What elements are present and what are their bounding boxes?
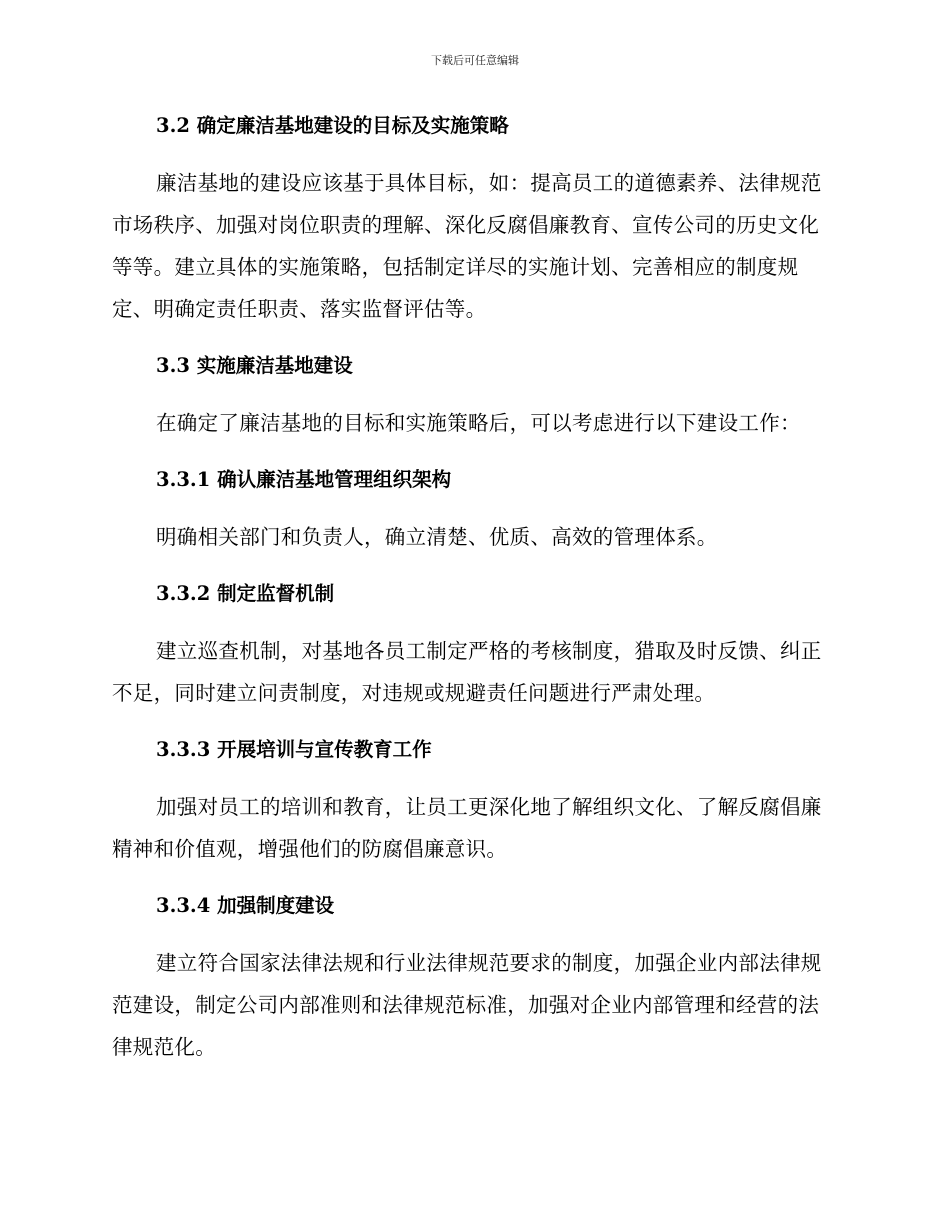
page-header-note: 下载后可任意编辑 xyxy=(431,54,519,67)
document-body xyxy=(112,112,832,1068)
section-heading-3-3-4: 3.3.4 加强制度建设 xyxy=(156,894,335,917)
section-paragraph-3-2: 廉洁基地的建设应该基于具体目标，如：提高员工的道德素养、法律规范市场秩序、加强对岗位职责的理解、深化反腐倡廉教育、宣传公司的历史文化等等。建立具体的实施策略，包括制定详尽的实施计划、完善相应的制度规定、明确定责任职责、落实监督评估等。 xyxy=(112,171,822,321)
section-paragraph-3-3: 在确定了廉洁基地的目标和实施策略后，可以考虑进行以下建设工作： xyxy=(156,411,801,435)
section-heading-3-2: 3.2 确定廉洁基地建设的目标及实施策略 xyxy=(156,114,509,137)
section-heading-3-3-1: 3.3.1 确认廉洁基地管理组织架构 xyxy=(156,468,452,491)
section-heading-3-3-3: 3.3.3 开展培训与宣传教育工作 xyxy=(156,738,432,761)
section-paragraph-3-3-4: 建立符合国家法律法规和行业法律规范要求的制度，加强企业内部法律规范建设，制定公司内部准则和法律规范标准，加强对企业内部管理和经营的法律规范化。 xyxy=(112,951,822,1059)
section-paragraph-3-3-3: 加强对员工的培训和教育，让员工更深化地了解组织文化、了解反腐倡廉精神和价值观，增强他们的防腐倡廉意识。 xyxy=(112,795,822,861)
section-heading-3-3-2: 3.3.2 制定监督机制 xyxy=(156,582,335,605)
section-heading-3-3: 3.3 实施廉洁基地建设 xyxy=(156,354,353,377)
section-paragraph-3-3-2: 建立巡查机制，对基地各员工制定严格的考核制度，猎取及时反馈、纠正不足，同时建立问责制度，对违规或规避责任问题进行严肃处理。 xyxy=(112,639,822,705)
section-paragraph-3-3-1: 明确相关部门和负责人，确立清楚、优质、高效的管理体系。 xyxy=(156,525,718,549)
